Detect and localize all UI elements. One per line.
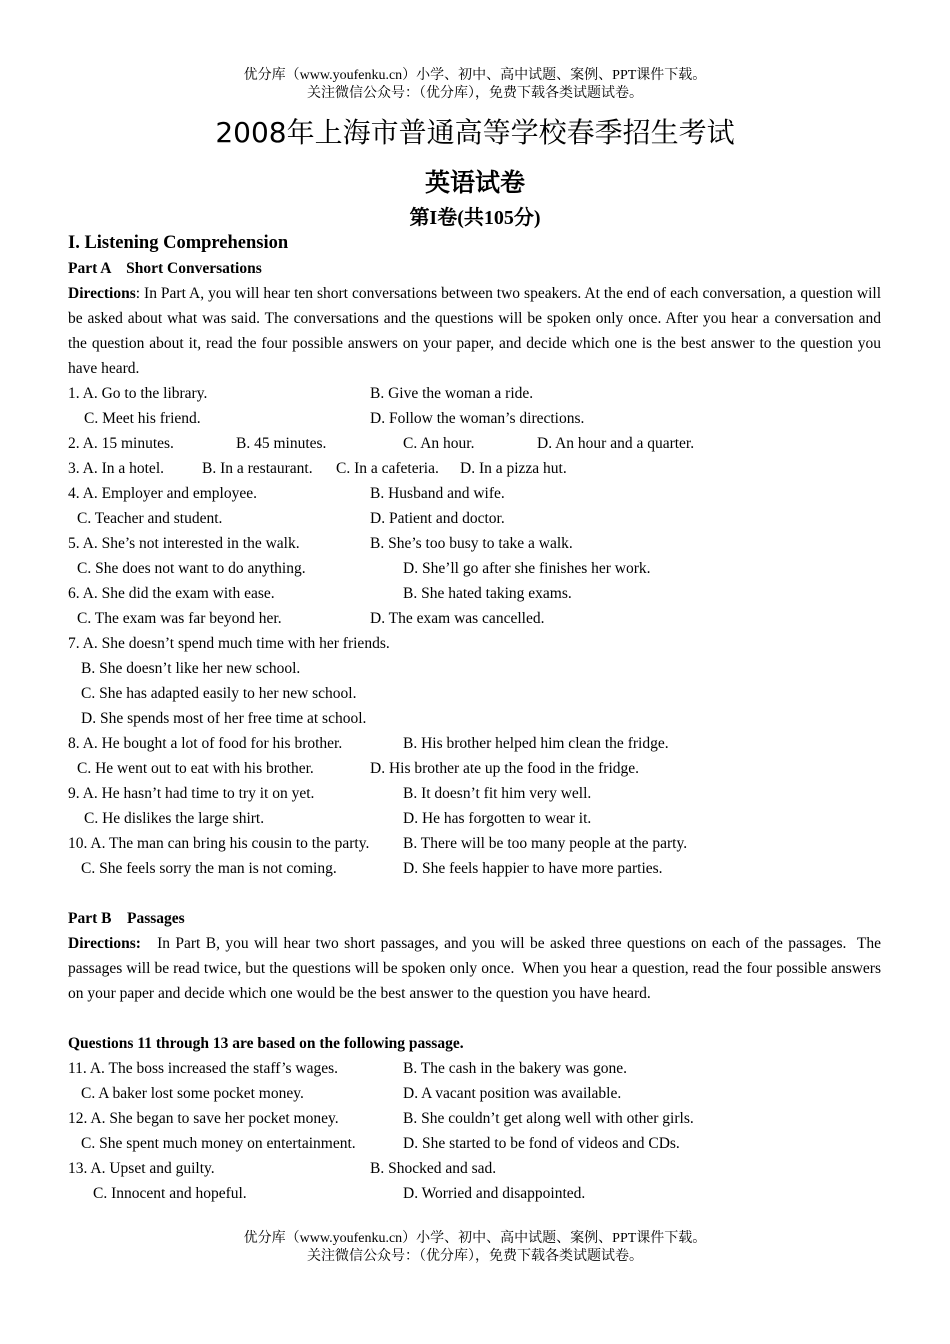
option: D. His brother ate up the food in the fridge. <box>370 760 640 777</box>
option: 10. A. The man can bring his cousin to the party. <box>68 835 370 852</box>
option: C. He dislikes the large shirt. <box>84 810 265 827</box>
option: 3. A. In a hotel. <box>68 460 164 477</box>
watermark-line-2: 关注微信公众号：（优分库），免费下载各类试题试卷。 <box>307 1249 643 1264</box>
question-row <box>68 606 881 631</box>
question-row <box>68 556 881 581</box>
option: D. He has forgotten to wear it. <box>403 810 592 827</box>
option: B. 45 minutes. <box>236 435 327 452</box>
question-row <box>68 1181 881 1206</box>
part-b-heading: Part B Passages <box>68 910 185 927</box>
option: D. She feels happier to have more parties. <box>403 860 663 877</box>
question-row <box>68 531 881 556</box>
option: 4. A. Employer and employee. <box>68 485 257 502</box>
question-row <box>68 506 881 531</box>
question-row <box>68 681 881 706</box>
question-row <box>68 731 881 756</box>
watermark-line-1: 优分库（www.youfenku.cn）小学、初中、高中试题、案例、PPT课件下载。 <box>243 1231 707 1246</box>
option: B. There will be too many people at the party. <box>403 835 688 852</box>
option: 1. A. Go to the library. <box>68 385 208 402</box>
question-row <box>68 706 881 731</box>
option: D. Patient and doctor. <box>370 510 505 527</box>
option: B. She’s too busy to take a walk. <box>370 535 573 552</box>
option: D. She started to be fond of videos and CDs. <box>403 1135 680 1152</box>
option: 9. A. He hasn’t had time to try it on yet. <box>68 785 315 802</box>
question-row <box>68 456 881 481</box>
option: 11. A. The boss increased the staff’s wages. <box>68 1060 339 1077</box>
watermark-bottom <box>0 1230 950 1266</box>
option: C. A baker lost some pocket money. <box>81 1085 304 1102</box>
question-row <box>68 756 881 781</box>
watermark-line-1: 优分库（www.youfenku.cn）小学、初中、高中试题、案例、PPT课件下载。 <box>243 68 707 83</box>
exam-content <box>68 231 885 1206</box>
option: B. The cash in the bakery was gone. <box>403 1060 627 1077</box>
question-row <box>68 831 881 856</box>
directions-text: In Part B, you will hear two short passages, and you will be asked three questions on each of the passages. The passages will be read twice, but the questions will be spoken only once. When you hear a question, read the four possible answers on your paper and decide which one would be the best answer to the question you have heard. <box>68 935 885 1002</box>
option: 13. A. Upset and guilty. <box>68 1160 215 1177</box>
question-row <box>68 581 881 606</box>
option: C. In a cafeteria. <box>336 460 439 477</box>
question-row <box>68 406 881 431</box>
directions-text: : In Part A, you will hear ten short conversations between two speakers. At the end of each conversation, a question will be asked about what was said. The conversations and the questions will be spoken only once. After you hear a conversation and the question about it, read the four possible answers on your paper, and decide which one is the best answer to the question you have heard. <box>68 285 881 377</box>
question-row <box>68 656 881 681</box>
option: C. An hour. <box>403 435 475 452</box>
option: D. Worried and disappointed. <box>403 1185 586 1202</box>
option: B. His brother helped him clean the fridge. <box>403 735 669 752</box>
question-row <box>68 1106 881 1131</box>
option: 2. A. 15 minutes. <box>68 435 174 452</box>
watermark-line-2: 关注微信公众号：（优分库），免费下载各类试题试卷。 <box>307 86 643 101</box>
option: C. Innocent and hopeful. <box>93 1185 247 1202</box>
part-a-directions <box>68 281 881 381</box>
part-a-heading: Part A Short Conversations <box>68 260 262 277</box>
question-row <box>68 1081 881 1106</box>
option: C. The exam was far beyond her. <box>77 610 282 627</box>
exam-title: 2008年上海市普通高等学校春季招生考试 <box>215 116 735 149</box>
option: D. Follow the woman’s directions. <box>370 410 585 427</box>
watermark-top <box>0 67 950 103</box>
option: D. She’ll go after she finishes her work. <box>403 560 651 577</box>
option: B. Husband and wife. <box>370 485 505 502</box>
option: C. She does not want to do anything. <box>77 560 306 577</box>
option: B. In a restaurant. <box>202 460 313 477</box>
question-row <box>68 856 881 881</box>
option: B. She doesn’t like her new school. <box>81 660 301 677</box>
directions-label: Directions <box>68 285 136 302</box>
exam-subtitle: 英语试卷 <box>424 168 525 197</box>
option: 12. A. She began to save her pocket money. <box>68 1110 339 1127</box>
option: C. She spent much money on entertainment. <box>81 1135 356 1152</box>
option: B. Give the woman a ride. <box>370 385 534 402</box>
part-b-directions <box>68 931 885 1006</box>
option: C. Meet his friend. <box>84 410 201 427</box>
question-row <box>68 481 881 506</box>
option: C. He went out to eat with his brother. <box>77 760 314 777</box>
option: 8. A. He bought a lot of food for his brother. <box>68 735 343 752</box>
option: B. She hated taking exams. <box>403 585 572 602</box>
question-row <box>68 806 881 831</box>
passage-heading: Questions 11 through 13 are based on the following passage. <box>68 1035 464 1052</box>
question-row <box>68 431 881 456</box>
question-row <box>68 781 881 806</box>
section-heading: I. Listening Comprehension <box>68 233 289 253</box>
option: C. Teacher and student. <box>77 510 223 527</box>
option: B. It doesn’t fit him very well. <box>403 785 592 802</box>
question-row <box>68 631 881 656</box>
option: B. Shocked and sad. <box>370 1160 497 1177</box>
option: C. She has adapted easily to her new school. <box>81 685 357 702</box>
option: C. She feels sorry the man is not coming. <box>81 860 337 877</box>
option: 7. A. She doesn’t spend much time with her friends. <box>68 635 390 652</box>
option: D. In a pizza hut. <box>460 460 567 477</box>
option: D. An hour and a quarter. <box>537 435 695 452</box>
option: D. She spends most of her free time at school. <box>81 710 367 727</box>
question-row <box>68 381 881 406</box>
option: B. She couldn’t get along well with other girls. <box>403 1110 694 1127</box>
question-row <box>68 1131 881 1156</box>
option: D. A vacant position was available. <box>403 1085 622 1102</box>
option: 6. A. She did the exam with ease. <box>68 585 275 602</box>
option: D. The exam was cancelled. <box>370 610 545 627</box>
question-row <box>68 1056 881 1081</box>
directions-label: Directions: <box>68 935 141 952</box>
question-row <box>68 1156 881 1181</box>
volume-heading: 第I卷(共105分) <box>409 207 541 229</box>
option: 5. A. She’s not interested in the walk. <box>68 535 300 552</box>
